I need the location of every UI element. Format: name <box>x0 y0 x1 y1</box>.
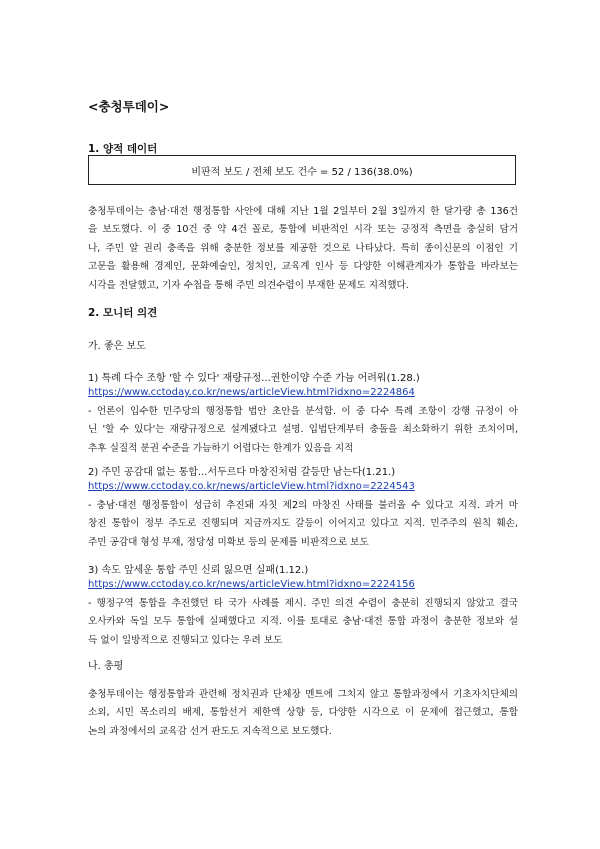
section-heading-monitor: 2. 모니터 의견 <box>88 307 158 319</box>
description-line: 오사카와 독일 모두 통합에 실패했다고 지적. 이를 토대로 충남·대전 통합 과정이 충분한 정보와 설 <box>88 616 518 628</box>
description-line: 주민 공감대 형성 부재, 정당성 미확보 등의 문제를 비판적으로 보도 <box>88 536 369 548</box>
paragraph-line: 시각을 전달했고, 기자 수첩을 통해 주민 의견수렴이 부재한 문제도 지적했다. <box>88 279 409 291</box>
description-line: 득 없이 일방적으로 진행되고 있다는 우려 보도 <box>88 634 283 646</box>
paragraph-line: 충청투데이는 충남·대전 행정통합 사안에 대해 지난 1월 2일부터 2월 3일까지 한 달가량 총 136건 <box>88 206 518 217</box>
report-item-description <box>88 403 518 458</box>
summary-paragraph <box>88 686 518 741</box>
report-item-title: 3) 속도 앞세운 통합 주민 신뢰 잃으면 실패(1.12.) <box>88 565 309 576</box>
description-line: - 행정구역 통합을 추진했던 타 국가 사례를 제시. 주민 의견 수렴이 충분히 진행되지 않았고 결국 <box>88 598 518 609</box>
description-line: - 언론이 입수한 민주당의 행정통합 법안 초안을 분석함. 이 중 다수 특례 조항이 강행 규정이 아 <box>88 406 518 417</box>
summary-line: 논의 과정에서의 교육감 선거 판도도 지속적으로 보도했다. <box>88 725 332 737</box>
paragraph-line: 고문을 활용해 경제인, 문화예술인, 정치인, 교육계 인사 등 다양한 이해관계자가 통합을 바라보는 <box>88 261 518 273</box>
paragraph-line: 을 보도했다. 이 중 10건 중 약 4건 꼴로, 통합에 비판적인 시각 또는 긍정적 측면을 충실히 담거 <box>88 224 518 236</box>
document-title: <충청투데이> <box>88 99 170 114</box>
report-item-link[interactable]: https://www.cctoday.co.kr/news/articleView.html?idxno=2224864 <box>88 387 415 398</box>
ratio-box <box>88 155 516 185</box>
paragraph-line: 나, 주민 알 권리 충족을 위해 충분한 정보를 제공한 것으로 나타났다. 특히 종이신문의 이점인 기 <box>88 242 518 254</box>
report-item-link[interactable]: https://www.cctoday.co.kr/news/articleView.html?idxno=2224543 <box>88 481 415 492</box>
summary-line: 충청투데이는 행정통합과 관련해 정치권과 단체장 멘트에 그치지 않고 통합과정에서 기초자치단체의 <box>88 689 518 700</box>
description-line: 추후 실질적 분권 수준을 가늠하기 어렵다는 한계가 있음을 지적 <box>88 442 354 454</box>
description-line: - 충남·대전 행정통합이 성급히 추진돼 자칫 제2의 마창진 사태를 불러올 수 있다고 지적. 과거 마 <box>88 500 518 511</box>
report-item-description <box>88 497 518 552</box>
report-item-description <box>88 595 518 650</box>
subheading-good-reports: 가. 좋은 보도 <box>88 341 146 352</box>
report-item-title: 1) 특례 다수 조항 '할 수 있다' 재량규정...권한이양 수준 가늠 어려워(1.28.) <box>88 373 420 384</box>
report-item-title: 2) 주민 공감대 없는 통합...서두르다 마창진처럼 갈등만 남는다(1.21.) <box>88 467 396 478</box>
subheading-summary: 나. 총평 <box>88 661 124 672</box>
summary-line: 소외, 시민 목소리의 배제, 통합선거 제한액 상향 등, 다양한 시각으로 이 문제에 접근했고, 통합 <box>88 707 518 719</box>
section-heading-quantitative: 1. 양적 데이터 <box>88 143 158 155</box>
ratio-text: 비판적 보도 / 전체 보도 건수 = 52 / 136(38.0%) <box>191 166 413 178</box>
report-item-link[interactable]: https://www.cctoday.co.kr/news/articleView.html?idxno=2224156 <box>88 579 415 590</box>
quantitative-paragraph <box>88 203 518 295</box>
description-line: 창진 통합이 정부 주도로 진행되며 지금까지도 갈등이 이어지고 있다고 지적. 민주주의 원칙 훼손, <box>88 518 518 530</box>
description-line: 닌 '할 수 있다'는 재량규정으로 설계됐다고 설명. 입법단계부터 충돌을 최소화하기 위한 조치이며, <box>88 424 518 436</box>
